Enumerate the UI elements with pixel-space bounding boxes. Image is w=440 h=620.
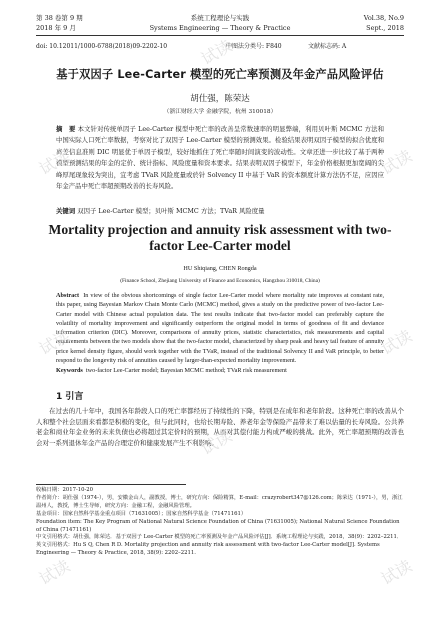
keywords-label-en: Keywords — [56, 367, 83, 374]
footnote-rule — [36, 484, 186, 485]
keywords-cn — [56, 206, 384, 216]
journal-name-cn: 系统工程理论与实践 — [190, 14, 250, 22]
section-heading: 1 引言 — [56, 392, 84, 402]
keywords-text-cn: 双因子 Lee-Carter 模型；贝叶斯 MCMC 方法；TVaR 风险度量 — [77, 207, 265, 215]
footnote-fund-en: Foundation item: The Key Program of National Natural Science Foundation of China (71631005); National Natural Science Foundation of China (71471161) — [36, 518, 400, 533]
paper-title-en: Mortality projection and annuity risk assessment with two-factor Lee-Carter model — [48, 222, 392, 253]
abstract-label-cn: 摘 要 — [56, 125, 76, 133]
keywords-label-cn: 关键词 — [56, 207, 76, 215]
date-cn: 2018 年 9 月 — [36, 24, 76, 32]
clc-number: 中图法分类号: F840 — [226, 43, 282, 50]
watermark: 试读 — [377, 146, 416, 179]
keywords-en — [56, 366, 384, 375]
abstract-text-cn: 本文针对传统单因子 Lee-Carter 模型中死亡率的改善呈常数速率的明显弊端，利用贝叶斯 MCMC 方法和中国实际人口死亡率数据，考察对比了双因子 Lee-Carter 模型的预测效果。检验结果表明双因子模型的拟合优度和离差信息准则 DIC 明显优于单因子模型，较好地抓住了死亡率随时间演变的波动性。文章还进一步比较了基于两种模型预测结果的年金的定价、统计指标、风险度量和资本要求。结果表明双因子模型下，年金价格根据更加宽阔的尖峰厚尾现象较为突出，宜考虑 TVaR 风险度量或於针 Solvency II 中基于 VaR 的资本额度计算方法仍不足，应因应年金产品中死亡率超预期改善的长寿风险。 — [56, 125, 385, 191]
abstract-cn — [56, 124, 384, 192]
paper-title-cn: 基于双因子 Lee-Carter 模型的死亡率预测及年金产品风险评估 — [56, 68, 384, 81]
footnote-cite-en: 英文引用格式：Hu S Q, Chen R D. Mortality projection and annuity risk assessment with two-factor Lee-Carter model[J]. Systems Engineering — Theory & Practice, 2018, 38(9): 2202–2211. — [36, 542, 380, 557]
affiliation-en: (Finance School, Zhejiang University of Finance and Economics, Hangzhou 310018, China) — [120, 278, 320, 284]
watermark: 试读 — [35, 556, 74, 589]
watermark: 试读 — [35, 146, 74, 179]
journal-name-en: Systems Engineering — Theory & Practice — [149, 24, 291, 32]
authors-cn: 胡仕强，陈荣达 — [190, 94, 250, 104]
affiliation-cn: （浙江财经大学 金融学院，杭州 310018） — [163, 109, 277, 115]
header-rule — [36, 35, 404, 36]
volume-issue-cn: 第 38 卷第 9 期 — [36, 14, 83, 22]
watermark: 试读 — [197, 426, 236, 459]
watermark: 试读 — [377, 556, 416, 589]
watermark: 试读 — [35, 326, 74, 359]
date-en: Sept., 2018 — [366, 24, 404, 32]
section-body: 在过去的几十年中，我国各年龄段人口的死亡率都经历了持续性的下降，特别是在成年和老年阶段。这种死亡率的改善从个人和整个社会层面来看都是积极的变化，但与此同时，也给长期寿险、养老年金等保险产品带来了难以估量的长寿风险。公共养老金和商业年金业务的未来负债也必将超过其定价时的预期，从而对其偿付能力构成严峻的挑战。此外，死亡率超预期的改善也会对一系列退休年金产品的合理定价和健康发展产生不利影响。 — [36, 407, 404, 447]
footnote-author-intro: 作者简介：胡仕强（1974-），男，安徽金山人，副教授，博士，研究方向：保险精算，E-mail：crazyrobert347@126.com；陈荣达（1971-），男，浙江温州人，教授，博士生导师，研究方向：金融工程，金融风险管理。 — [36, 494, 403, 509]
document-code: 文献标志码: A — [308, 43, 347, 50]
footnote-received: 收稿日期：2017-10-20 — [36, 487, 94, 493]
watermark: 试读 — [197, 36, 236, 69]
watermark: 试读 — [377, 326, 416, 359]
footnotes — [36, 487, 404, 558]
abstract-text-en: In view of the obvious shortcomings of single factor Lee-Carter model where mortality rate improves at constant rate, this paper, using Bayesian Markov Chain Monte Carlo (MCMC) method, gives a study on the predictive power of two-factor Lee-Carter model with Chinese actual population data. The test results indicate that two-factor model can preferably capture the volatility of mortality improvement and significantly outperform the original model in terms of goodness of fit and deviance information criterion (DIC). Moreover, comparisons of annuity prices, statistic characteristics, risk measurements and capital requirements between the two models show that the two-factor model, characterized by sharp peak and heavy tail feature of annuity price kernel density figure, should work together with the TVaR, instead of the traditional Solvency II and VaR principle, to better respond to the longevity risk of annuities caused by larger-than-expected mortality improvement. — [56, 292, 385, 365]
abstract-label-en: Abstract — [56, 292, 80, 299]
footnote-cite-cn: 中文引用格式：胡仕强，陈荣达．基于双因子 Lee-Carter 模型的死亡率预测及年金产品风险评估[J]．系统工程理论与实践，2018，38(9)：2202–2211． — [36, 534, 403, 541]
doi: doi: 10.12011/1000-6788(2018)09-2202-10 — [36, 43, 168, 50]
abstract-en — [56, 291, 384, 365]
volume-issue-en: Vol.38, No.9 — [363, 14, 404, 22]
keywords-text-en: two-factor Lee-Carter model; Bayesian MCMC method; TVaR risk measurement — [85, 367, 287, 374]
authors-en: HU Shiqiang, CHEN Rongda — [183, 265, 257, 272]
footnote-fund-cn: 基金项目：国家自然科学基金重点项目（71631005）；国家自然科学基金（71471161） — [36, 510, 247, 517]
